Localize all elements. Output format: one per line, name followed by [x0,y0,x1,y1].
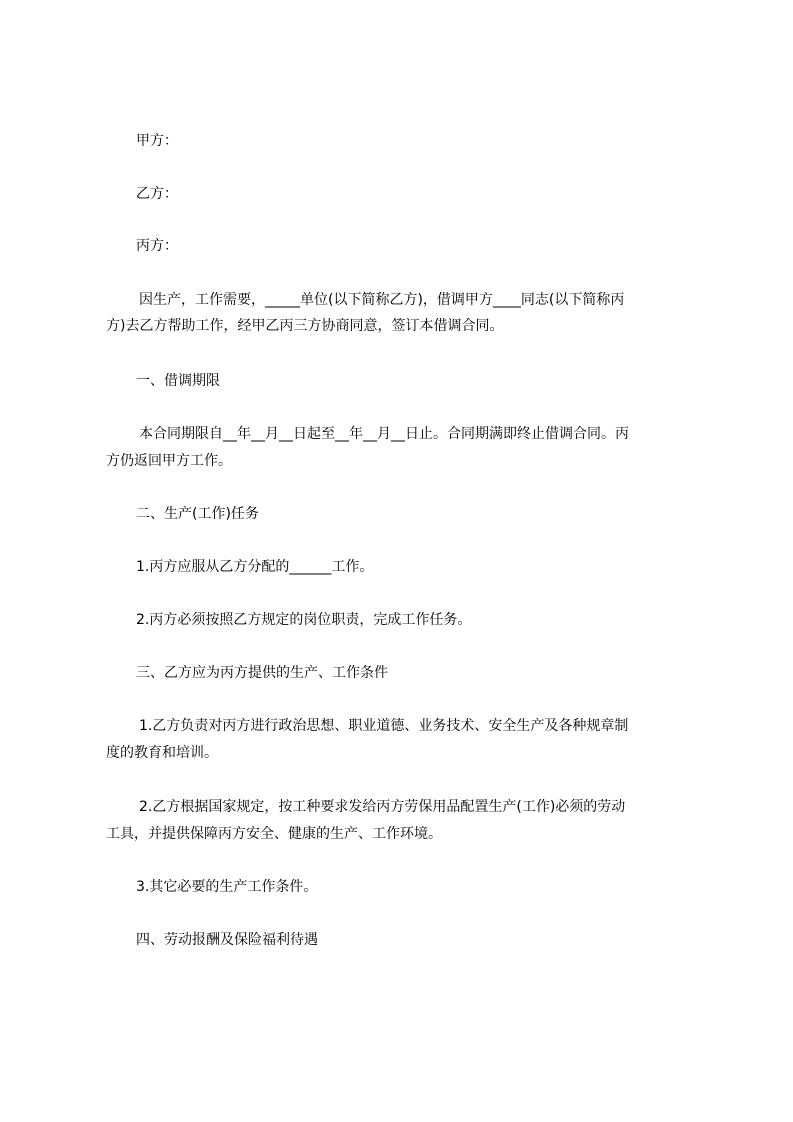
section-1-body-line-1: 本合同期限自__年__月__日起至__年__月__日止。合同期满即终止借调合同。丙 [139,426,629,442]
section-2-item-1: 1.丙方应服从乙方分配的______工作。 [136,559,374,575]
intro-line-2: 方)去乙方帮助工作，经甲乙丙三方协商同意，签订本借调合同。 [106,318,504,334]
section-3-item-2-line-2: 工具，并提供保障丙方安全、健康的生产、工作环境。 [106,826,442,842]
party-c-label: 丙方： [136,238,178,254]
section-2-item-2: 2.丙方必须按照乙方规定的岗位职责，完成工作任务。 [136,612,472,628]
intro-line-1: 因生产，工作需要，_____单位(以下简称乙方)，借调甲方____同志(以下简称丙 [139,292,625,308]
party-a-label: 甲方： [136,133,178,149]
section-3-heading: 三、乙方应为丙方提供的生产、工作条件 [136,665,388,681]
section-4-heading: 四、劳动报酬及保险福利待遇 [136,932,318,948]
section-1-body-line-2: 方仍返回甲方工作。 [106,453,232,469]
section-2-heading: 二、生产(工作)任务 [136,506,259,522]
party-b-label: 乙方： [136,186,178,202]
section-3-item-1-line-1: 1.乙方负责对丙方进行政治思想、职业道德、业务技术、安全生产及各种规章制 [139,718,629,734]
section-3-item-3: 3.其它必要的生产工作条件。 [136,879,318,895]
section-3-item-1-line-2: 度的教育和培训。 [106,745,218,761]
section-1-heading: 一、借调期限 [136,373,220,389]
section-3-item-2-line-1: 2.乙方根据国家规定，按工种要求发给丙方劳保用品配置生产(工作)必须的劳动 [139,799,626,815]
